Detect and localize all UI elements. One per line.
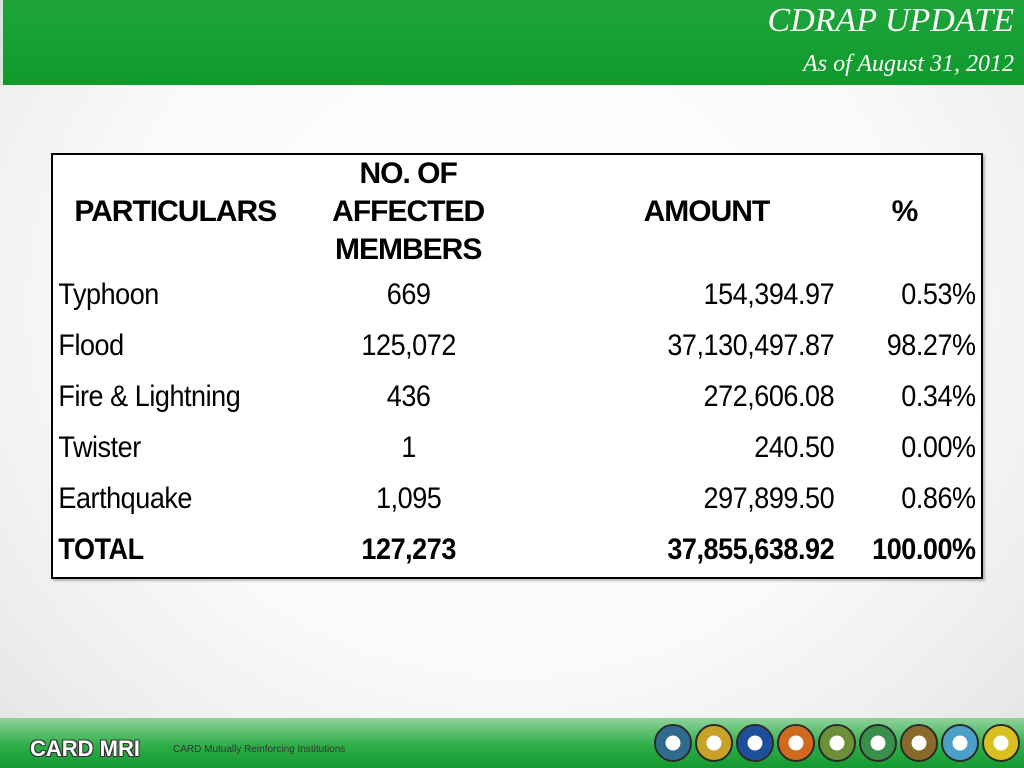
cell-percent: 0.86%	[901, 481, 976, 515]
institution-seal-icon	[859, 724, 897, 762]
column-header-percent: %	[891, 195, 918, 228]
total-amount: 37,855,638.92	[667, 532, 834, 566]
cell-particulars: Fire & Lightning	[58, 379, 241, 413]
cell-percent: 0.53%	[901, 277, 976, 311]
column-header-members: NO. OF AFFECTED MEMBERS	[332, 157, 485, 266]
total-percent: 100.00%	[872, 532, 976, 566]
claims-table	[53, 155, 981, 575]
cell-members: 1,095	[375, 481, 441, 515]
institution-seal-icon	[818, 724, 856, 762]
cell-amount: 272,606.08	[703, 379, 834, 413]
slide-subtitle: As of August 31, 2012	[803, 51, 1014, 77]
claims-table-box	[51, 153, 983, 579]
cell-amount: 297,899.50	[703, 481, 834, 515]
column-header-particulars: PARTICULARS	[74, 195, 277, 228]
institution-seal-icon	[900, 724, 938, 762]
cell-members: 669	[386, 277, 431, 311]
cell-percent: 98.27%	[886, 328, 976, 362]
card-mri-logo: CARD MRI	[30, 736, 140, 761]
table-header-row	[53, 155, 981, 269]
total-label: TOTAL	[58, 532, 144, 566]
cell-members: 1	[400, 430, 416, 464]
table-row	[53, 473, 981, 524]
slide-header	[0, 0, 1024, 85]
cell-percent: 0.00%	[901, 430, 976, 464]
table-row	[53, 320, 981, 371]
cell-particulars: Flood	[58, 328, 124, 362]
table-total-row	[53, 524, 981, 575]
card-mri-tagline: CARD Mutually Reinforcing Institutions	[173, 744, 346, 755]
cell-members: 436	[386, 379, 431, 413]
institution-seal-icon	[941, 724, 979, 762]
institution-seal-icon	[736, 724, 774, 762]
institution-seal-icon	[654, 724, 692, 762]
cell-particulars: Typhoon	[58, 277, 159, 311]
total-members: 127,273	[360, 532, 456, 566]
institution-seal-icon	[777, 724, 815, 762]
cell-amount: 154,394.97	[703, 277, 834, 311]
table-row	[53, 269, 981, 320]
slide-footer	[0, 718, 1024, 768]
cell-amount: 240.50	[754, 430, 834, 464]
cell-members: 125,072	[360, 328, 456, 362]
cell-particulars: Twister	[58, 430, 141, 464]
cell-particulars: Earthquake	[58, 481, 193, 515]
institution-seal-icon	[982, 724, 1020, 762]
cell-amount: 37,130,497.87	[667, 328, 834, 362]
table-row	[53, 422, 981, 473]
institution-seal-icon	[695, 724, 733, 762]
slide-title: CDRAP UPDATE	[767, 2, 1014, 39]
table-row	[53, 371, 981, 422]
column-header-amount: AMOUNT	[643, 195, 770, 228]
cell-percent: 0.34%	[901, 379, 976, 413]
